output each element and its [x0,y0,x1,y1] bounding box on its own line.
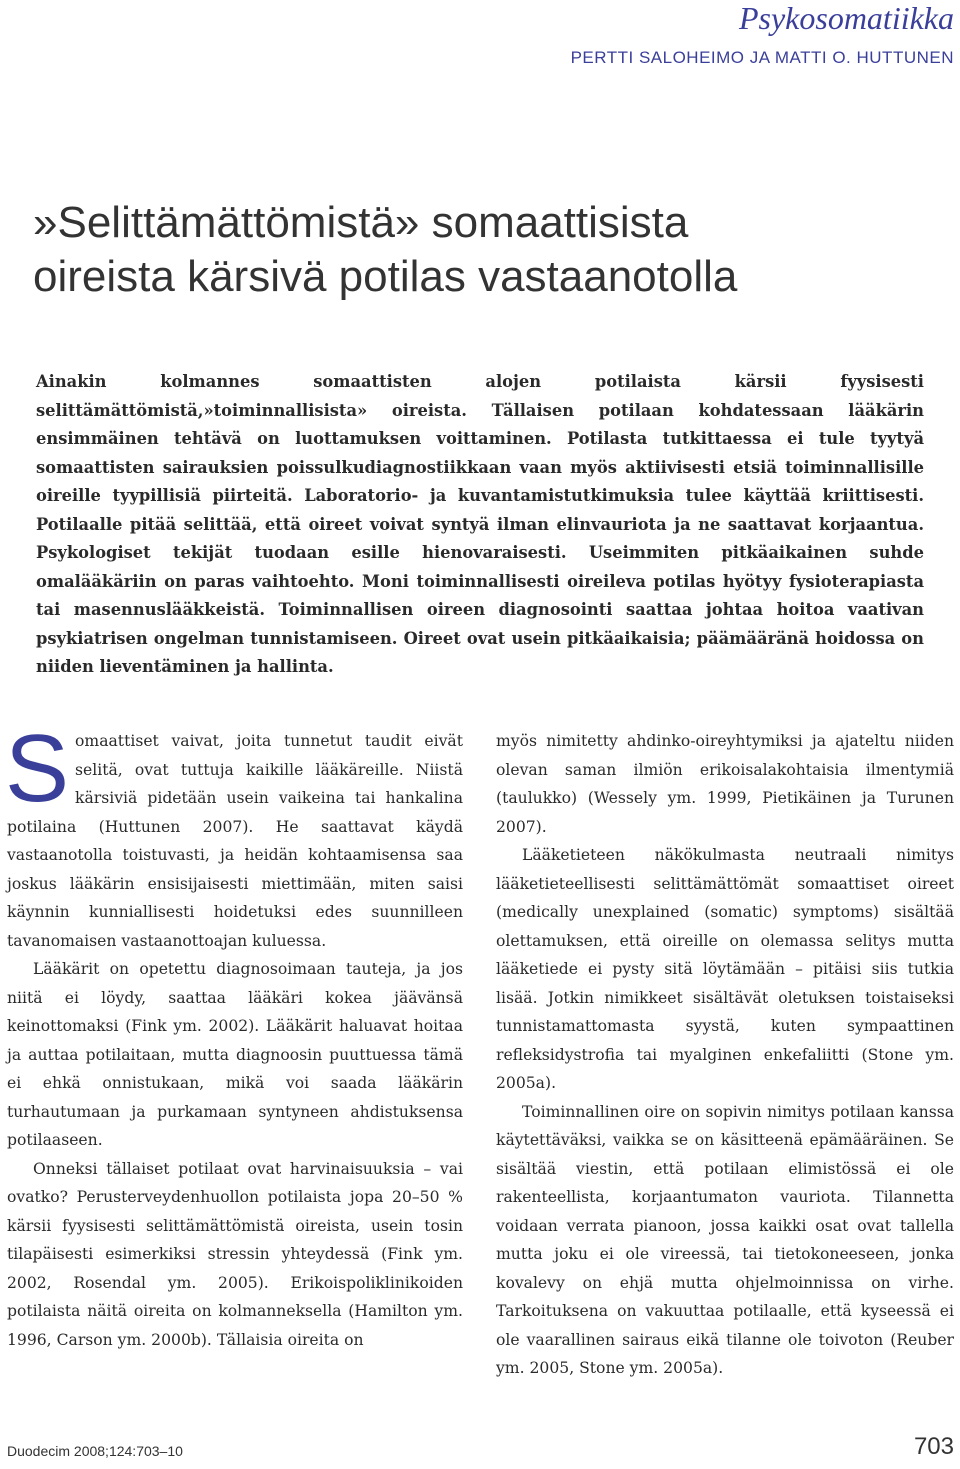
body-paragraph [5,715,463,955]
article-abstract: Ainakin kolmannes somaattisten alojen potilaista kärsii fyysisesti selittämättömistä,»toiminnallisista» oireista. Tällaisen potilaan kohdatessaan lääkärin ensimmäinen tehtävä on luottamuksen voittaminen. Potilasta tutkittaessa ei tule tyytyä somaattisten sairauksien poissulkudiagnostiikkaan vaan myös aktiivisesti etsiä toiminnallisille oireille tyypillisiä piirteitä. Laboratorio- ja kuvantamistutkimuksia tulee käyttää kriittisesti. Potilaalle pitää selittää, että oireet voivat syntyä ilman elinvauriota ja ne saattavat korjaantua. Psykologiset tekijät tuodaan esille hienovaraisesti. Useimmiten pitkäaikainen suhde omalääkäriin on paras vaihtoehto. Moni toiminnallisesti oireileva potilas hyötyy fysioterapiasta tai masennuslääkkeistä. Toiminnallisen oireen diagnosointi saattaa johtaa hoitoa vaativan psykiatrisen ongelman tunnistamiseen. Oireet ovat usein pitkäaikaisia; päämääränä hoidossa on niiden lieventäminen ja hallinta. [36,372,924,676]
article-authors: PERTTI SALOHEIMO JA MATTI O. HUTTUNEN [570,48,954,67]
body-paragraph: Toiminnallinen oire on sopivin nimitys potilaan kanssa käytettäväksi, vaikka se on käsitteenä epämääräinen. Se sisältää viestin, että potilaan elimistössä ei ole rakenteellista, korjaantumaton vauriota. Tilannetta voidaan verrata pianoon, jossa kaikki osat ovat tallella mutta joku ei ole vireessä, tai tietokoneeseen, jonka kovalevy on ehjä mutta ohjelmoinnissa on virhe. Tarkoituksena on vakuuttaa potilaalle, että kyseessä ei ole vaarallinen sairaus eikä tilanne ole toivoton (Reuber ym. 2005, Stone ym. 2005a). [496,1102,954,1377]
body-column-right [496,727,954,1383]
body-paragraph: Lääkärit on opetettu diagnosoimaan tauteja, ja jos niitä ei löydy, saattaa lääkäri kokea jäävänsä keinottomaksi (Fink ym. 2002). Lääkärit haluavat hoitaa ja auttaa potilaitaan, mutta diagnoosin puuttuessa tämä ei ehkä onnistukaan, mikä voi saada lääkärin turhautumaan ja purkamaan syntyneen ahdistuksensa potilaaseen. [7,960,463,1149]
body-paragraph: Lääketieteen näkökulmasta neutraali nimitys lääketieteellisesti selittämättömät somaattiset oireet (medically unexplained (somatic) symptoms) sisältää olettamuksen, että oireille on olemassa selitys mutta lääketiede ei pysty sitä löytämään – pitäisi siis tutkia lisää. Jotkin nimikkeet sisältävät oletuksen toistaiseksi tunnistamattomasta syystä, kuten sympaattinen refleksidystrofia tai myalginen enkefaliitti (Stone ym. 2005a). [496,846,954,1092]
body-paragraph: myös nimitetty ahdinko-oireyhtymiksi ja ajateltu niiden olevan saman ilmiön erikoisalakohtaisia ilmentymiä (taulukko) (Wessely ym. 1999, Pietikäinen ja Turunen 2007). [496,732,954,836]
journal-citation: Duodecim 2008;124:703–10 [7,1443,183,1459]
title-line-1: »Selittämättömistä» somaattisista [33,198,689,247]
body-paragraph: Onneksi tällaiset potilaat ovat harvinaisuuksia – vai ovatko? Perusterveydenhuollon potilaista jopa 20–50 % kärsii fyysisesti selittämättömistä oireista, usein tosin tilapäisesti esimerkiksi stressin yhteydessä (Fink ym. 2002, Rosendal ym. 2005). Erikoispoliklinikoiden potilaista näitä oireita on kolmanneksella (Hamilton ym. 1996, Carson ym. 2000b). Tällaisia oireita on [7,1159,463,1349]
body-column-left [5,715,463,1354]
section-tag: Psykosomatiikka [738,0,954,36]
article-title [33,196,933,304]
paragraph-text: omaattiset vaivat, joita tunnetut taudit eivät selitä, ovat tuttuja kaikille lääkäreille. Niistä kärsiviä pidetään usein vaikeina tai hankalina potilaina (Huttunen 2007). He saattavat käydä vastaanotolla toistuvasti, ja heidän kohtaamisensa saa joskus lääkärin ensisijaisesti miettimään, miten saisi käynnin kunniallisesti hoidetuksi edes suunnilleen tavanomaisen vastaanottoajan kuluessa. [7,732,463,950]
drop-cap: S [5,715,70,822]
page-number: 703 [913,1433,954,1460]
title-line-2: oireista kärsivä potilas vastaanotolla [33,252,738,301]
